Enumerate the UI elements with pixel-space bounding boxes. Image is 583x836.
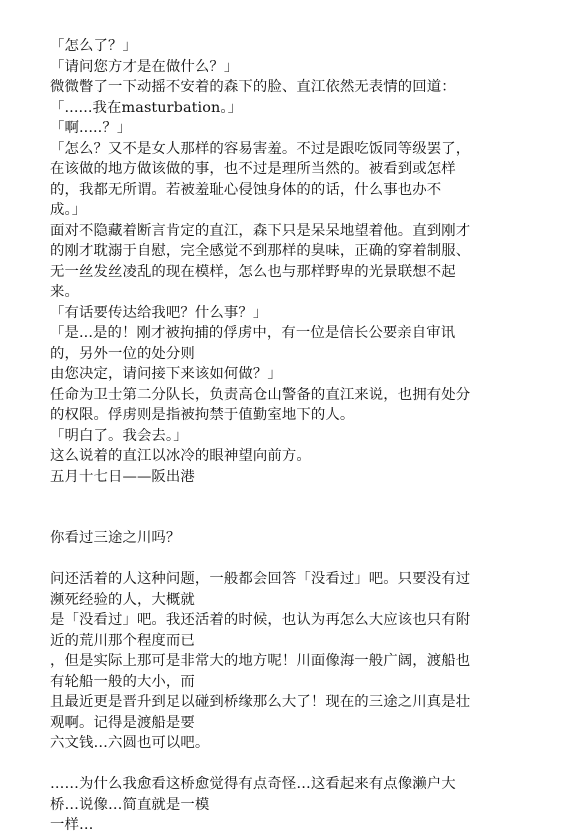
text-line: ，但是实际上那可是非常大的地方呢！川面像海一般广阔，渡船也 xyxy=(50,653,471,669)
spacer xyxy=(50,549,550,570)
text-line: ……为什么我愈看这桥愈觉得有点奇怪…这看起来有点像濑户大 xyxy=(50,776,456,792)
text-line: 无一丝发丝凌乱的现在模样，怎么也与那样野卑的光景联想不起 xyxy=(50,263,456,280)
text-line: 在该做的地方做该做的事，也不过是理所当然的。被看到或怎样 xyxy=(50,161,456,177)
text-line: 的刚才耽溺于自慰，完全感觉不到那样的臭味，正确的穿着制服、 xyxy=(50,243,471,259)
text-line: 是「没看过」吧。我还活着的时候，也认为再怎么大应该也只有附 xyxy=(50,612,471,628)
closing-paragraph xyxy=(50,774,550,836)
text-line: 观啊。记得是渡船是要 xyxy=(50,714,195,731)
text-line: 「有话要传达给我吧？什么事？」 xyxy=(50,304,268,321)
text-line: 任命为卫士第二分队长，负责高仓山警备的直江来说，也拥有处分 xyxy=(50,386,471,403)
spacer xyxy=(50,754,550,775)
text-line: 微微瞥了一下动摇不安着的森下的脸、直江依然无表情的回道： xyxy=(50,79,456,95)
text-line: 「是...是的！刚才被拘捕的俘虏中，有一位是信长公要亲自审讯 xyxy=(50,325,456,341)
text-line: 有轮船一般的大小，而 xyxy=(50,673,195,690)
text-line: 一样… xyxy=(50,817,94,833)
section-date-heading: 五月十七日——阪出港 xyxy=(50,468,195,485)
text-line: 来。 xyxy=(50,284,79,300)
text-line: 这么说着的直江以冰冷的眼神望向前方。 xyxy=(50,448,311,464)
text-line: 「怎么？又不是女人那样的容易害羞。不过是跟吃饭同等级罢了， xyxy=(50,140,471,157)
text-line: 濒死经验的人，大概就 xyxy=(50,591,195,608)
text-line: 且最近更是晋升到足以碰到桥缘那么大了！现在的三途之川真是壮 xyxy=(50,694,471,710)
text-line: 由您决定，请问接下来该如何做？」 xyxy=(50,366,282,382)
text-line: 「......我在masturbation。」 xyxy=(50,99,243,116)
text-line: 「请问您方才是在做什么？」 xyxy=(50,58,239,75)
text-line: 问还活着的人这种问题，一般都会回答「没看过」吧。只要没有过 xyxy=(50,571,471,587)
document-page xyxy=(50,36,550,836)
text-line: 桥…说像…简直就是一模 xyxy=(50,796,210,813)
text-line: 的，另外一位的处分则 xyxy=(50,345,195,362)
text-line: 「怎么了？」 xyxy=(50,38,137,54)
dialogue-block xyxy=(50,36,550,487)
question-paragraph xyxy=(50,528,550,549)
text-line: 「啊.....？」 xyxy=(50,120,132,136)
text-line: 的，我都无所谓。若被羞耻心侵蚀身体的的话，什么事也办不 xyxy=(50,181,442,198)
text-line: 你看过三途之川吗？ xyxy=(50,530,181,546)
text-line: 六文钱…六圆也可以吧。 xyxy=(50,735,210,751)
spacer xyxy=(50,487,550,528)
text-line: 「明白了。我会去。」 xyxy=(50,427,188,444)
text-line: 的权限。俘虏则是指被拘禁于值勤室地下的人。 xyxy=(50,407,355,423)
text-line: 成。」 xyxy=(50,202,87,218)
narrative-paragraph xyxy=(50,569,550,754)
text-line: 近的荒川那个程度而已 xyxy=(50,632,195,649)
text-line: 面对不隐藏着断言肯定的直江，森下只是呆呆地望着他。直到刚才 xyxy=(50,222,471,239)
